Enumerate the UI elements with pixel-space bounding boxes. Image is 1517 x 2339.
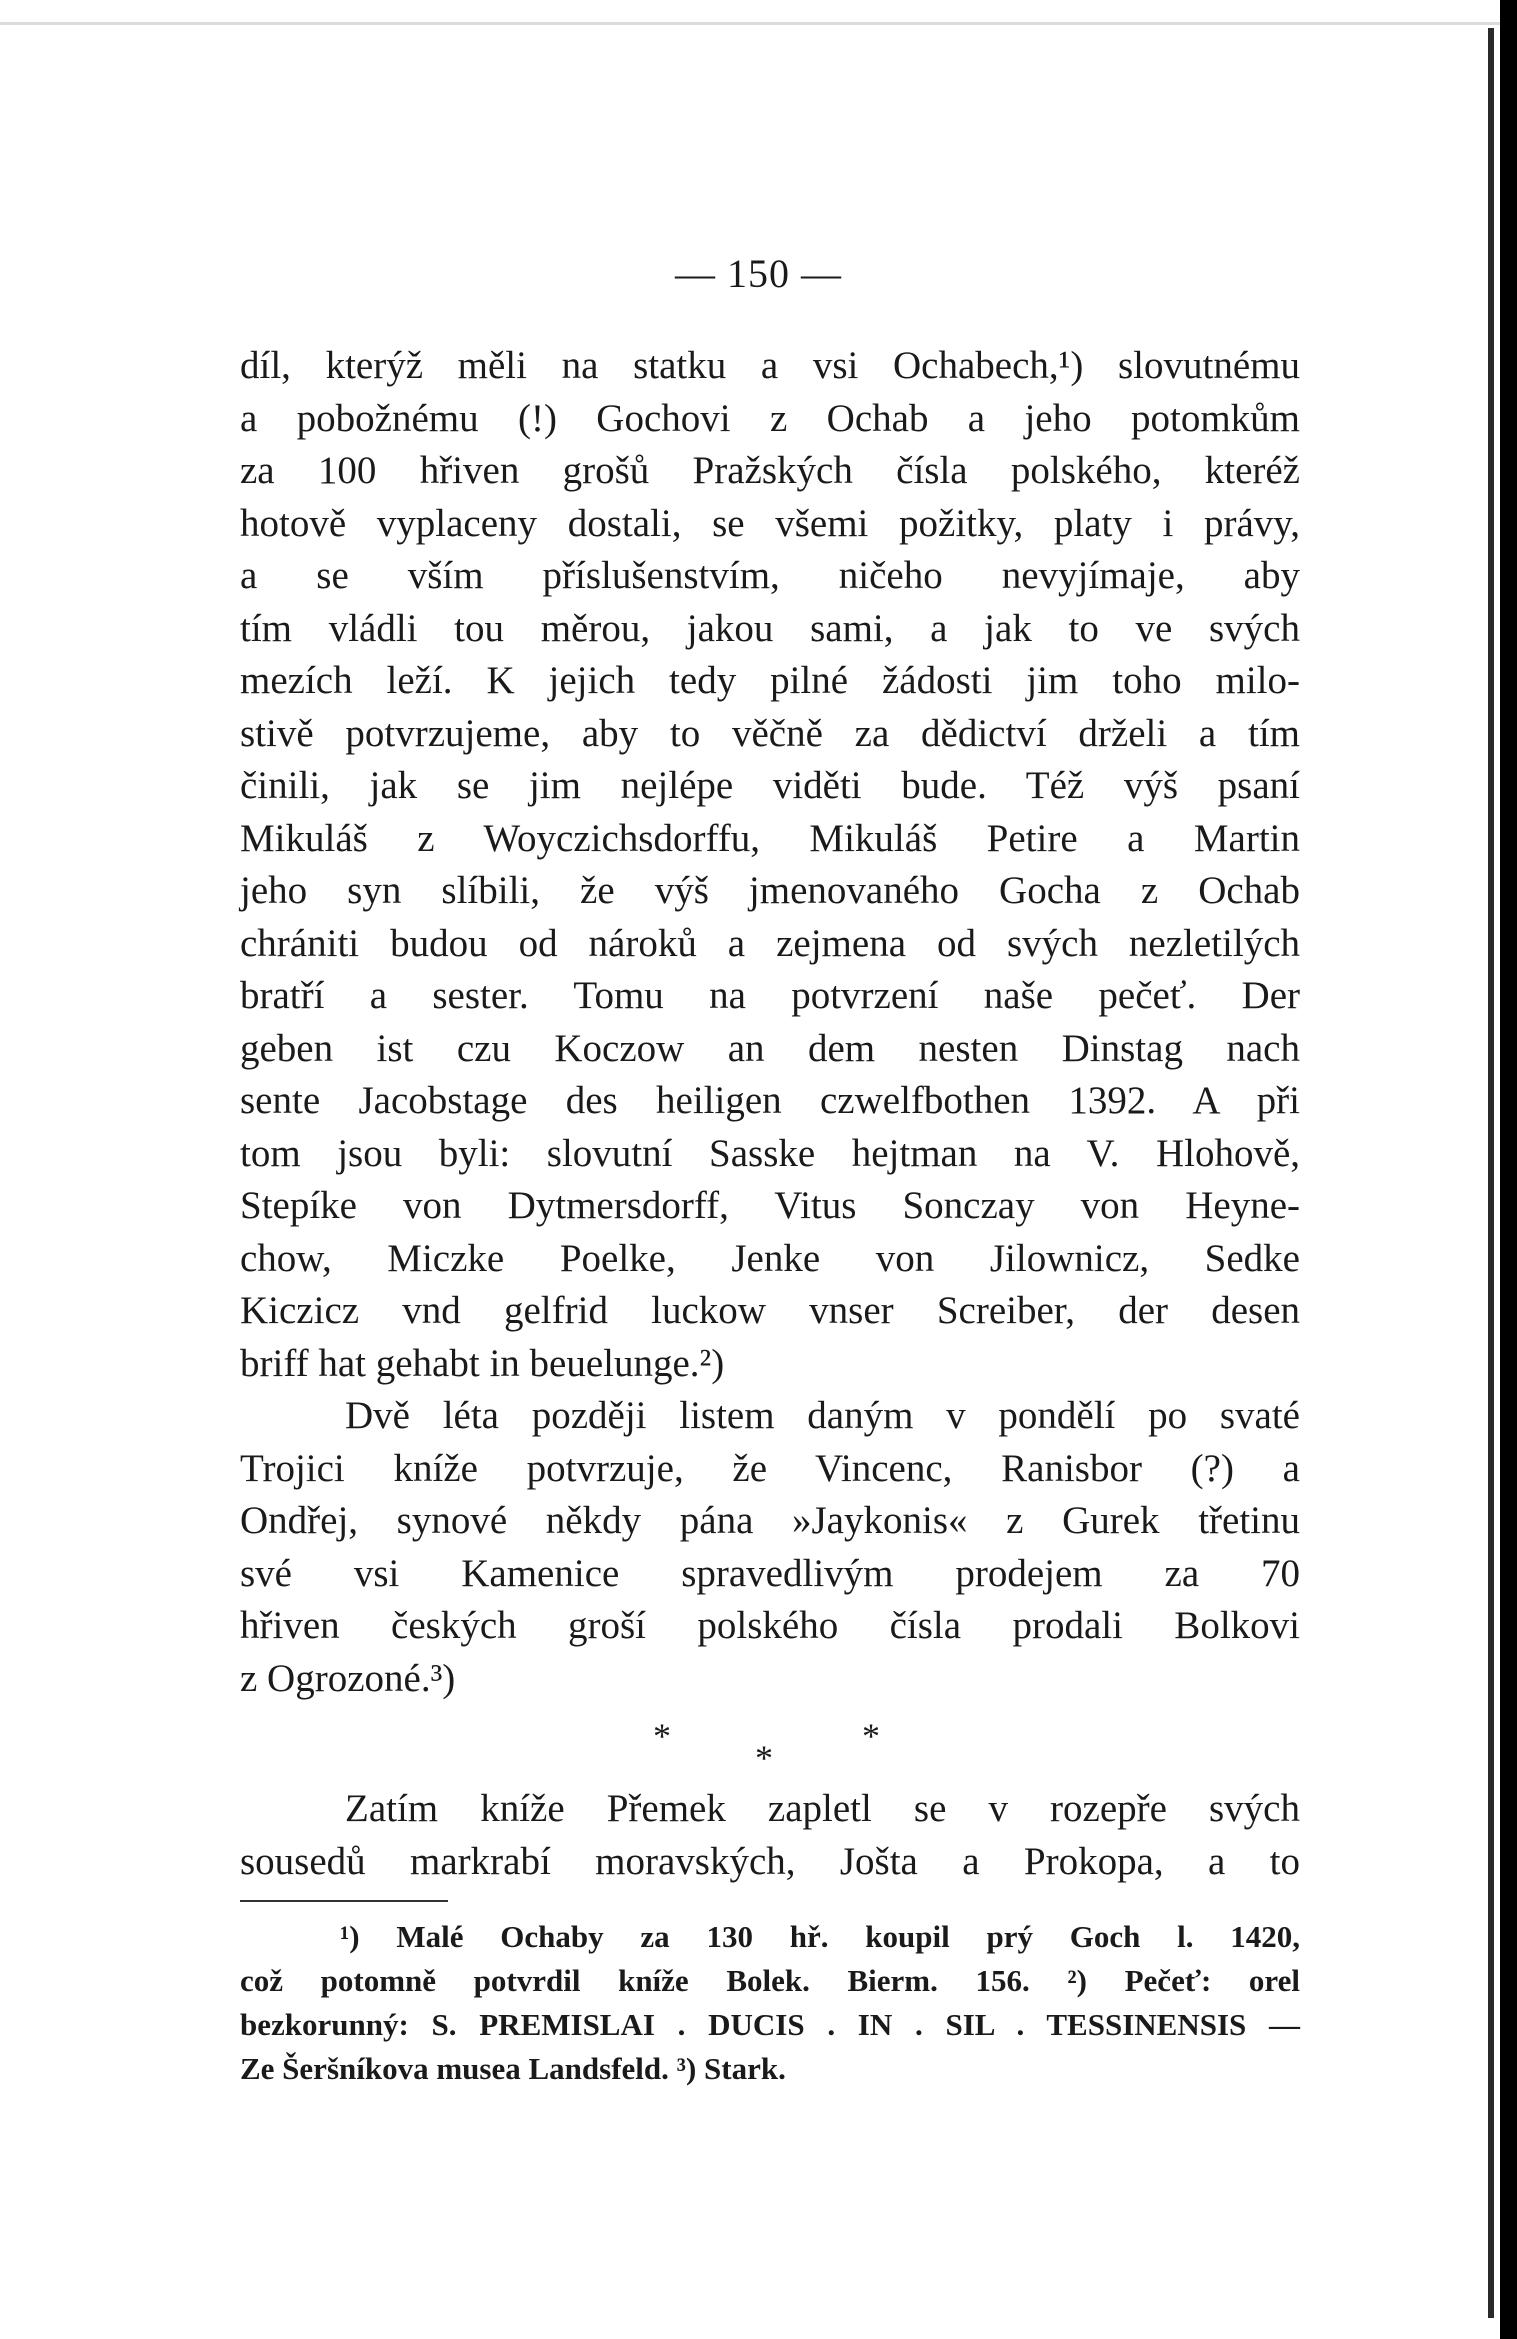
footnote-line: Ze Šeršníkova musea Landsfeld. ³) Stark. xyxy=(240,2051,786,2086)
page-top-edge xyxy=(0,22,1500,25)
text-line: své vsi Kamenice spravedlivým prodejem za 70 xyxy=(240,1551,1300,1595)
separator-star: * xyxy=(755,1738,773,1778)
text-line: a pobožnému (!) Gochovi z Ochab a jeho potomkům xyxy=(240,396,1300,440)
text-line: sente Jacobstage des heiligen czwelfbothen 1392. A při xyxy=(240,1079,1300,1122)
text-line: briff hat gehabt in beuelunge.²) xyxy=(240,1341,725,1385)
text-line: geben ist czu Koczow an dem nesten Dinstag nach xyxy=(240,1026,1300,1070)
text-line: hřiven českých groší polského čísla prodali Bolkovi xyxy=(240,1604,1300,1647)
text-line: Stepíke von Dytmersdorff, Vitus Sonczay von Heyne- xyxy=(240,1184,1300,1227)
section-separator xyxy=(0,1715,1517,1785)
text-line: tom jsou byli: slovutní Sasske hejtman na V. Hlohově, xyxy=(240,1131,1300,1175)
text-line: hotově vyplaceny dostali, se všemi požitky, platy i právy, xyxy=(240,501,1300,545)
paragraph-3 xyxy=(240,1782,1300,1888)
text-line: chrániti budou od nároků a zejmena od svých nezletilých xyxy=(240,921,1300,965)
text-line: Zatím kníže Přemek zapletl se v rozepře svých xyxy=(345,1787,1300,1830)
text-line: Trojici kníže potvrzuje, že Vincenc, Ranisbor (?) a xyxy=(240,1446,1300,1490)
text-line: tím vládli tou měrou, jakou sami, a jak to ve svých xyxy=(240,606,1300,650)
text-line: za 100 hřiven grošů Pražských čísla polského, kteréž xyxy=(240,449,1300,492)
separator-star: * xyxy=(862,1716,880,1756)
text-line: bratří a sester. Tomu na potvrzení naše pečeť. Der xyxy=(240,974,1300,1017)
text-line: sousedů markrabí moravských, Jošta a Prokopa, a to xyxy=(240,1840,1300,1883)
footnote-line: ¹) Malé Ochaby za 130 hř. koupil prý Goch l. 1420, xyxy=(340,1919,1300,1954)
text-line: chow, Miczke Poelke, Jenke von Jilownicz, Sedke xyxy=(240,1236,1300,1280)
text-line: Kiczicz vnd gelfrid luckow vnser Screiber, der desen xyxy=(240,1289,1300,1332)
text-line: a se vším příslušenstvím, ničeho nevyjímaje, aby xyxy=(240,554,1300,597)
text-line: Dvě léta později listem daným v pondělí po svaté xyxy=(345,1394,1300,1437)
footnote-line: bezkorunný: S. PREMISLAI . DUCIS . IN . SIL . TESSINENSIS — xyxy=(240,2007,1300,2042)
footnote-line: což potomně potvrdil kníže Bolek. Bierm. 156. ²) Pečeť: orel xyxy=(240,1963,1300,1998)
footnote-rule xyxy=(240,1900,448,1902)
footnotes xyxy=(240,1915,1300,2091)
text-line: jeho syn slíbili, že výš jmenovaného Gocha z Ochab xyxy=(240,869,1300,912)
paragraph-1 xyxy=(240,340,1300,1705)
page-number: — 150 — xyxy=(675,251,842,296)
text-line: mezích leží. K jejich tedy pilné žádosti jim toho milo- xyxy=(240,659,1300,702)
text-line: díl, kterýž měli na statku a vsi Ochabech,¹) slovutnému xyxy=(240,344,1300,387)
text-line: z Ogrozoné.³) xyxy=(240,1656,456,1700)
text-line: činili, jak se jim nejlépe viděti bude. Též výš psaní xyxy=(240,764,1300,807)
page-right-edge xyxy=(1488,28,1494,2318)
text-line: Ondřej, synové někdy pána »Jaykonis« z Gurek třetinu xyxy=(240,1499,1300,1542)
text-line: Mikuláš z Woyczichsdorffu, Mikuláš Petire a Martin xyxy=(240,816,1300,860)
separator-star: * xyxy=(653,1716,671,1756)
text-line: stivě potvrzujeme, aby to věčně za dědictví drželi a tím xyxy=(240,711,1300,755)
